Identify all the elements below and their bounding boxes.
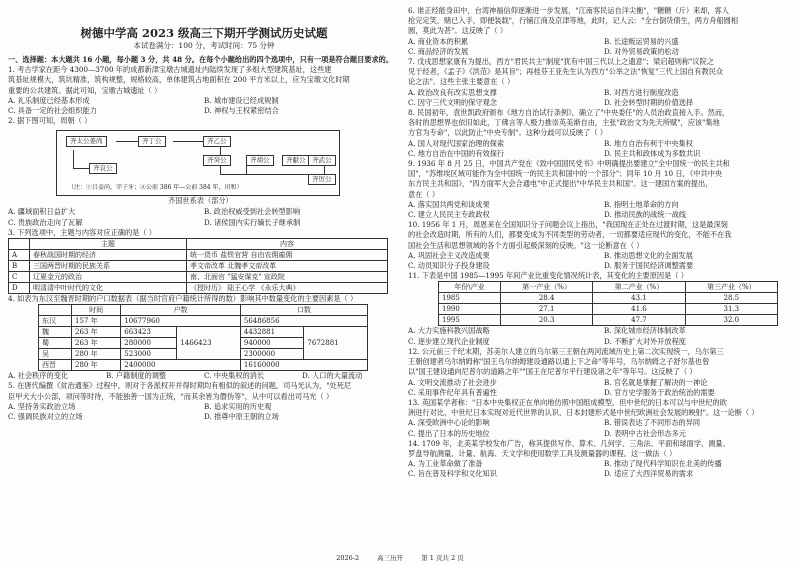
q13-stem-line: 洲进行对比，中世纪日本实现对近代世界的认识，日本封建形式是中世纪欧洲社会发展的映射"。这一论断（ ） <box>408 408 759 418</box>
table-cell: 东汉 <box>39 316 72 327</box>
q9-option-a: A. 落实国共两党和谈成果 <box>408 199 490 209</box>
question-11 <box>408 271 800 347</box>
table-cell: 280 年 <box>72 349 121 360</box>
diagram-node: 齐太公姜尚 <box>66 136 107 147</box>
q8-option-c: C. 地方自治在中国的有效探行 <box>408 148 505 158</box>
q12-stem-line: 12. 公元前三千纪末期，苏美尔人建立的乌尔第三王朝在两河流域历史上第二次实现统一，乌尔第三 <box>408 346 724 356</box>
q9-option-c: C. 建立人民民主专政政权 <box>408 210 490 220</box>
q5-option-c: C. 强调民族对立的立场 <box>8 412 83 422</box>
table-cell: 263 年 <box>72 338 121 349</box>
question-3 <box>8 228 400 294</box>
q10-option-d: D. 服务于国民经济调整需要 <box>604 261 694 271</box>
q7-option-c: C. 因守三代文明的保守观念 <box>408 97 497 107</box>
q1-option-d: D. 神权与王权紧密结合 <box>204 106 279 116</box>
q11-header: 年份\产业 <box>439 282 501 293</box>
table-cell: 2300000 <box>240 349 304 360</box>
q3-header-topic: 主题 <box>30 239 187 250</box>
table-cell: 三国两晋时期的民族关系 <box>30 261 187 272</box>
table-cell: 280000 <box>121 338 177 349</box>
q11-header: 第一产业（%） <box>500 282 592 293</box>
table-cell: 28.4 <box>500 293 592 304</box>
q6-stem-line: 6. 谁正经能身田中，台湾神福信仰逐渐进一步发展，"江南客民运自洋尖衡"，"糖糖（斤）来却，客人 <box>408 6 729 15</box>
footer-page-number: 第 1 页共 2 页 <box>421 554 464 562</box>
table-cell: 南、北面官 "猛安谋克" 宣政院 <box>187 272 388 283</box>
table-cell: 157 年 <box>72 316 121 327</box>
q5-stem-line: 5. 在唐代编撰《贫治通鉴》过程中，则对于各派权开并得时期均有相似的叙述的问题，司马光认为，"处死尼 <box>8 381 352 391</box>
table-cell: 263 年 <box>72 327 121 338</box>
q6-stem-line: 抢完定笑，赌已入手，即便装载"，行铺江商及京津等地，此时，记人云："全台倒货债生，两方舟船圆相 <box>408 16 739 26</box>
table-cell: 辽夏金元的政治 <box>30 272 187 283</box>
q14-option-a: A. 为工业革命做了准备 <box>408 459 483 469</box>
table-cell: 蜀 <box>39 338 72 349</box>
q4-header-population: 口数 <box>240 305 367 316</box>
table-cell: 28.5 <box>685 293 777 304</box>
table-cell: 1985 <box>439 293 501 304</box>
q6-stem-line: 圆，莫此为甚"。这反映了（ ） <box>408 26 508 36</box>
q10-option-c: C. 动员知识分子投身建设 <box>408 261 490 271</box>
page-title: 树德中学高 2023 级高三下期开学测试历史试题 <box>80 26 328 40</box>
question-5 <box>8 381 400 422</box>
table-cell: D <box>9 283 30 294</box>
table-cell: 4432881 <box>240 327 304 338</box>
q5-option-b: B. 追求实用的历史观 <box>204 401 272 411</box>
q14-option-b: B. 推动了现代科学知识在北美的传播 <box>604 459 722 469</box>
table-cell: 1466423 <box>177 327 241 360</box>
lineage-diagram <box>8 128 400 206</box>
table-cell: 523000 <box>121 349 177 360</box>
question-7 <box>408 57 800 108</box>
q7-option-a: A. 政治改良有改实思想支撑 <box>408 87 497 97</box>
table-row <box>439 315 778 326</box>
q4-stem: 4. 如表为东汉至魏晋时期的户口数据表（据当时官府户籍统计所得的数）影响其中数量变化的主要因素是（ ） <box>8 294 358 304</box>
table-cell: 280 年 <box>72 360 121 371</box>
question-2 <box>8 116 400 228</box>
q14-stem-line: 14. 1709 年，北美某学校发布广告，称其提供写作、算术、几何学、三角法、平面和球面学、测量、 <box>408 438 730 448</box>
q10-option-a: A. 巩固社会主义改造成果 <box>408 250 490 260</box>
q6-option-a: A. 商业资本的积累 <box>408 36 469 46</box>
q5-stem-line: 臣甲犬大小公部，项问等时待，不能独善一国为正统，"而其余皆为僭伪等"，从中可以看出司马光（ ） <box>8 391 334 401</box>
q2-option-a: A. 疆域面积日益扩大 <box>8 207 76 217</box>
q12-option-b: B. 官名就是掌握了解决的一神论 <box>604 377 708 387</box>
q8-stem-line: 8. 民国初年，袁世凯政府颁布《地方自治试行条例》，确立了"中央委任"的人员治政直接入手。然而， <box>408 108 730 118</box>
q4-header-time: 时间 <box>72 305 121 316</box>
q6-option-d: D. 对外贸易政策的松动 <box>604 46 679 56</box>
q7-option-b: B. 对西方进行制度改造 <box>604 87 679 97</box>
q14-stem-line: 罗盘导航测量、计量、航海、天文学和使用数学工具及测量器的课程。这一做法（ ） <box>408 448 677 458</box>
q9-stem-line: 国"，"苏维埃区域可能作为全中国统一的民主共和国中的一个部分"；同年 10 月 10 日，《中共中央 <box>408 169 723 179</box>
q13-option-b: B. 错误表达了不同形态的异同 <box>604 418 701 428</box>
q11-option-b: B. 深化城市经济体制改革 <box>604 326 686 336</box>
table-cell: 27.1 <box>500 304 592 315</box>
q4-option-c: C. 中央集权的消长 <box>204 371 265 381</box>
q8-option-b: B. 地方自治有利于中央集权 <box>604 138 693 148</box>
q8-stem-line: 各时的思想界也依旧如此，丁佛言等人极力推崇英美渐自由，主张"政治文为先天所赋"，应该"集地 <box>408 118 720 128</box>
q1-stem-line: 筑基址规模大，筑坑精准，筑构规整，规格较高，单体建筑占地面积在 200 平方米以上，应为宝墩文化时期 <box>8 75 350 85</box>
q8-option-d: D. 民主共和政体成为多数共识 <box>604 148 701 158</box>
q10-stem-line: 的社会改造时期，所有的人们，都要变成为不同类型的劳动者，一切都要适应现代的变化，不能不在我 <box>408 230 732 240</box>
diagram-node: 齐胡公 <box>246 155 274 166</box>
question-13 <box>408 398 800 439</box>
table-row <box>39 360 368 371</box>
table-row <box>439 293 778 304</box>
table-cell: 1995 <box>439 315 501 326</box>
q10-stem-line: 10. 1956 年 1 月，周恩来在全国知识分子问题会议上指出，"我国现在正处在过渡时期，这是最深刻 <box>408 220 728 230</box>
q12-option-d: D. 官方史学服务于政治统治的需要 <box>604 387 715 397</box>
q1-stem-line: 1. 考古学家在距今 4300—3700 年的成都新津宝墩古城遗址内陆续发现了多组大型建筑基址，这些建 <box>8 65 332 75</box>
q2-option-b: B. 政治权威受到社会转型影响 <box>204 207 301 217</box>
diagram-node: 齐厉公 <box>308 174 336 185</box>
table-cell: 1990 <box>439 304 501 315</box>
q8-stem-line: 方官为专命"，以此防止"中央专制"。这种分歧可以反映了（ ） <box>408 128 608 138</box>
table-cell: 56486856 <box>240 316 367 327</box>
diagram-caption: 齐国世系表（部分） <box>168 196 233 206</box>
q4-option-b: B. 户籍制度的调整 <box>106 371 167 381</box>
q13-option-a: A. 深受欧洲中心论的影响 <box>408 418 490 428</box>
section-title-1: 一、选择题：本大题共 16 小题，每小题 3 分，共 48 分。在每个小题给出的四个选项中，只有一项是符合题目要求的。 <box>8 55 394 64</box>
table-cell: 统一货币 盐铁官营 自由农佣雇佣 <box>187 250 388 261</box>
q7-option-d: D. 社会转型时期的价值选择 <box>604 97 694 107</box>
diagram-node: 齐乙公 <box>203 136 231 147</box>
q13-option-d: D. 表明中古社会形态多元 <box>604 428 686 438</box>
question-14 <box>408 439 800 480</box>
q12-stem-line: 以"国王建设通向尼普尔的道路之年""国王在尼普尔平行建设诸之年"等年号。这反映了（ ） <box>408 367 697 377</box>
table-row <box>9 283 388 294</box>
table-row <box>39 327 368 338</box>
q10-stem-line: 国社会生活和思想领域的各个方面引起极深刻的反映。"这一论断意在（ ） <box>408 240 644 250</box>
left-column <box>8 6 400 422</box>
question-6 <box>408 6 800 57</box>
diagram-node: 齐癸公 <box>203 155 231 166</box>
table-cell: 《授时历》 陆王心学 《永乐大典》 <box>187 283 388 294</box>
q5-option-a: A. 坚持务实政治立场 <box>8 401 76 411</box>
right-column <box>408 6 800 480</box>
q12-option-a: A. 文明交流推动了社会进步 <box>408 377 497 387</box>
table-cell: 663423 <box>121 327 177 338</box>
q7-stem-line: 论之法"。这些主张主要意在（ ） <box>408 77 515 87</box>
table-cell: 47.7 <box>593 315 685 326</box>
q9-stem-line: 东方民主共和国》，"四方面军大会合通电"中正式提出"中华民主共和国"。这一建国方案的提出， <box>408 179 713 189</box>
q2-option-d: D. 诸侯国内实行嫡长子继承制 <box>204 217 301 227</box>
table-cell: 43.1 <box>593 293 685 304</box>
table-row <box>9 250 388 261</box>
table-cell: 2400000 <box>121 360 241 371</box>
q14-option-c: C. 旨在普及科学和文化知识 <box>408 469 497 479</box>
q10-option-b: B. 推动思想文化的全面发展 <box>604 250 693 260</box>
table-cell: A <box>9 250 30 261</box>
table-cell: 吴 <box>39 349 72 360</box>
q9-stem-line: 意在（ ） <box>408 189 440 199</box>
diagram-node: 齐哀公 <box>89 163 117 174</box>
q4-option-d: D. 人口的大量流动 <box>302 371 363 381</box>
table-row <box>39 316 368 327</box>
q5-option-d: D. 推尊中原王朝的立场 <box>204 412 279 422</box>
table-cell: C <box>9 272 30 283</box>
q9-option-d: D. 推动民族的战统一战线 <box>604 210 686 220</box>
table-cell: 孝文帝改革 北魏孝文帝改革 <box>187 261 388 272</box>
table-cell: 明清清中叶时代的文化 <box>30 283 187 294</box>
diagram-node: 齐武公 <box>308 155 336 166</box>
q13-option-c: C. 提出了日本的历史地位 <box>408 428 490 438</box>
table-row <box>9 261 388 272</box>
q7-stem-line: 7. 戊戌思想家康有为提出，西方"君民共主"制度"犹有中国三代以上之遗意"；梁启超则称"议院之 <box>408 57 714 67</box>
q12-stem-line: 王朝创建者乌尔纳姆称"国王乌尔纳姆建设通路以通上下之命"等年号，乌尔纳姆之子舒尔基也曾 <box>408 357 710 367</box>
q11-option-d: D. 不断扩大对外开放程度 <box>604 336 686 346</box>
table-cell: 20.3 <box>500 315 592 326</box>
table-row <box>439 304 778 315</box>
q7-stem-line: 见于经者，《孟子》《洪范》是其旨"；再桂芬王亚先生认为西方"公举之法"恢复"三代上国自有教民众 <box>408 67 724 77</box>
table-cell: 10677960 <box>121 316 241 327</box>
table-cell: 魏 <box>39 327 72 338</box>
q9-option-b: B. 指明土地革命的方向 <box>604 199 679 209</box>
q4-header-households: 户数 <box>121 305 241 316</box>
q1-option-c: C. 具备一定的社会组织能力 <box>8 106 97 116</box>
q2-option-c: C. 贵族政治走向了瓦解 <box>8 217 83 227</box>
question-8 <box>408 108 800 159</box>
q1-stem-line: 重要的公共建筑。据此可知，宝墩古城遗址（ ） <box>8 85 162 95</box>
q1-option-b: B. 城市建设已经成规制 <box>204 95 279 105</box>
q3-table <box>8 238 388 294</box>
q12-option-c: C. 采用事件纪年具有普遍性 <box>408 387 497 397</box>
q11-option-a: A. 大力实施科教兴国战略 <box>408 326 490 336</box>
q11-option-c: C. 逐步建立现代企业制度 <box>408 336 490 346</box>
q1-option-a: A. 礼乐制度已经基本形成 <box>8 95 90 105</box>
q8-option-a: A. 国人对现代国家治理的探索 <box>408 138 505 148</box>
q6-option-c: C. 商品经济的发展 <box>408 46 469 56</box>
q4-table <box>38 304 368 371</box>
q2-stem: 2. 据下图可知，周朝（ ） <box>8 116 92 126</box>
diagram-note: （注：①吕姜尚，字子牙；②公前 386 年—公前 384 年，田和） <box>68 184 243 192</box>
question-9 <box>408 159 800 220</box>
table-cell: B <box>9 261 30 272</box>
question-12 <box>408 347 800 398</box>
table-cell: 940000 <box>240 338 304 349</box>
table-cell: 41.6 <box>593 304 685 315</box>
q4-option-a: A. 社会秩序的变化 <box>8 371 69 381</box>
table-cell: 7672881 <box>304 327 368 360</box>
exam-meta: 本试卷满分：100 分，考试时间：75 分钟 <box>133 41 275 50</box>
table-cell: 32.0 <box>685 315 777 326</box>
q9-stem-line: 9. 1936 年 8 月 25 日，中国共产党在《致中国国民党书》中明确提出要建立"全中国统一的民主共和 <box>408 159 730 169</box>
diagram-node: 齐丁公 <box>138 136 166 147</box>
table-cell: 16160000 <box>240 360 367 371</box>
table-cell: 西晋 <box>39 360 72 371</box>
page-footer <box>0 554 800 562</box>
q11-stem: 11. 下表是中国 1985—1995 年间产业比重变化情况统计表，其变化的主要原因是（ ） <box>408 271 688 281</box>
q11-table <box>438 281 778 326</box>
question-10 <box>408 220 800 271</box>
q3-header-content: 内容 <box>187 239 388 250</box>
question-1 <box>8 65 400 116</box>
q11-header: 第三产业（%） <box>685 282 777 293</box>
table-row <box>9 272 388 283</box>
q11-header: 第二产业（%） <box>593 282 685 293</box>
q13-stem-line: 13. 英国某学者称："日本中央集权正在单向地仿照中国组成模型，但中世纪的日本可以与中世纪的欧 <box>408 397 727 407</box>
q3-stem: 3. 下列选项中，主题与内容对应正确的是（ ） <box>8 227 156 237</box>
footer-date: 2026-2 <box>336 554 360 562</box>
q14-option-d: D. 适应了大西洋贸易的需求 <box>604 469 694 479</box>
table-cell: 春秋战国时期的经济 <box>30 250 187 261</box>
table-cell: 31.3 <box>685 304 777 315</box>
q6-option-b: B. 长途贩运贸易的兴盛 <box>604 36 679 46</box>
diagram-node: 齐献公 <box>282 155 310 166</box>
question-4 <box>8 294 400 381</box>
footer-subject: 高三历开 <box>377 554 404 562</box>
